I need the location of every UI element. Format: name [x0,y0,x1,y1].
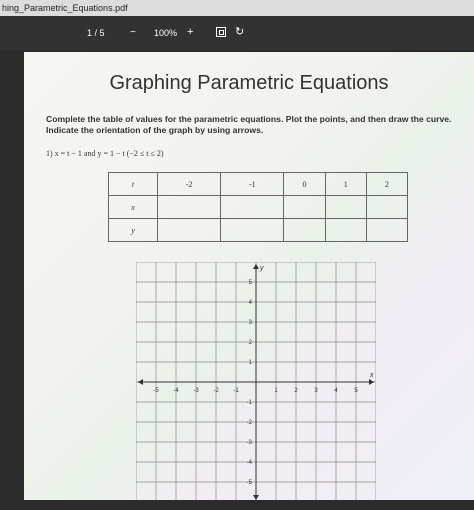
bottom-bar [0,500,474,510]
x-value-cell [221,196,284,219]
x-tick-label: 4 [334,388,338,394]
y-tick-label: -2 [246,420,252,426]
zoom-out-button[interactable]: − [130,27,136,38]
y-value-cell [158,219,221,242]
pdf-page [24,52,474,500]
x-axis-arrow [369,379,374,385]
x-tick-label: -2 [213,388,219,394]
x-tick-label: 5 [354,388,358,394]
x-tick-label: -5 [153,388,159,394]
x-axis-label: x [370,372,374,379]
y-axis-label: y [260,265,264,272]
t-value-cell: -2 [158,173,221,196]
x-tick-label: -1 [233,388,239,394]
x-tick-label: 1 [274,388,278,394]
y-tick-label: 2 [248,340,252,346]
table-row [109,173,408,196]
y-tick-label: 1 [248,360,252,366]
y-value-cell [325,219,366,242]
x-value-cell [284,196,325,219]
t-value-cell: 2 [366,173,407,196]
problem-statement: 1) x = t − 1 and y = 1 − t (−2 ≤ t ≤ 2) [46,149,164,158]
y-tick-label: -3 [246,440,252,446]
table-row [109,219,408,242]
x-value-cell [325,196,366,219]
y-tick-label: 5 [248,280,252,286]
x-tick-label: -4 [173,388,179,394]
x-axis-arrow [138,379,143,385]
y-axis-arrow [253,264,259,269]
pdf-toolbar [0,16,474,50]
x-value-cell [158,196,221,219]
y-tick-label: -1 [246,400,252,406]
table-row [109,196,408,219]
fit-page-icon[interactable] [216,27,226,37]
t-value-cell: 1 [325,173,366,196]
y-tick-label: -4 [246,460,252,466]
zoom-in-button[interactable]: + [187,26,194,38]
instructions-text: Complete the table of values for the parametric equations. Plot the points, and then draw the curve. Indicate the orientation of the graph by using arrows. [46,114,452,135]
page-title: Graphing Parametric Equations [109,72,389,94]
page-indicator: 1 / 5 [87,28,105,38]
coordinate-grid [136,262,376,502]
y-tick-label: -5 [246,480,252,486]
x-value-cell [366,196,407,219]
window-title: hing_Parametric_Equations.pdf [0,0,474,16]
row-header-y: y [109,219,158,242]
row-header-t: t [109,173,158,196]
rotate-icon[interactable]: ↻ [235,26,245,38]
t-value-cell: 0 [284,173,325,196]
values-table [108,172,408,242]
t-value-cell: -1 [221,173,284,196]
row-header-x: x [109,196,158,219]
y-tick-label: 4 [248,300,252,306]
x-tick-label: 2 [294,388,298,394]
y-value-cell [366,219,407,242]
x-tick-label: -3 [193,388,199,394]
y-tick-label: 3 [248,320,252,326]
zoom-level: 100% [154,28,178,38]
x-tick-label: 3 [314,388,318,394]
y-value-cell [221,219,284,242]
y-value-cell [284,219,325,242]
